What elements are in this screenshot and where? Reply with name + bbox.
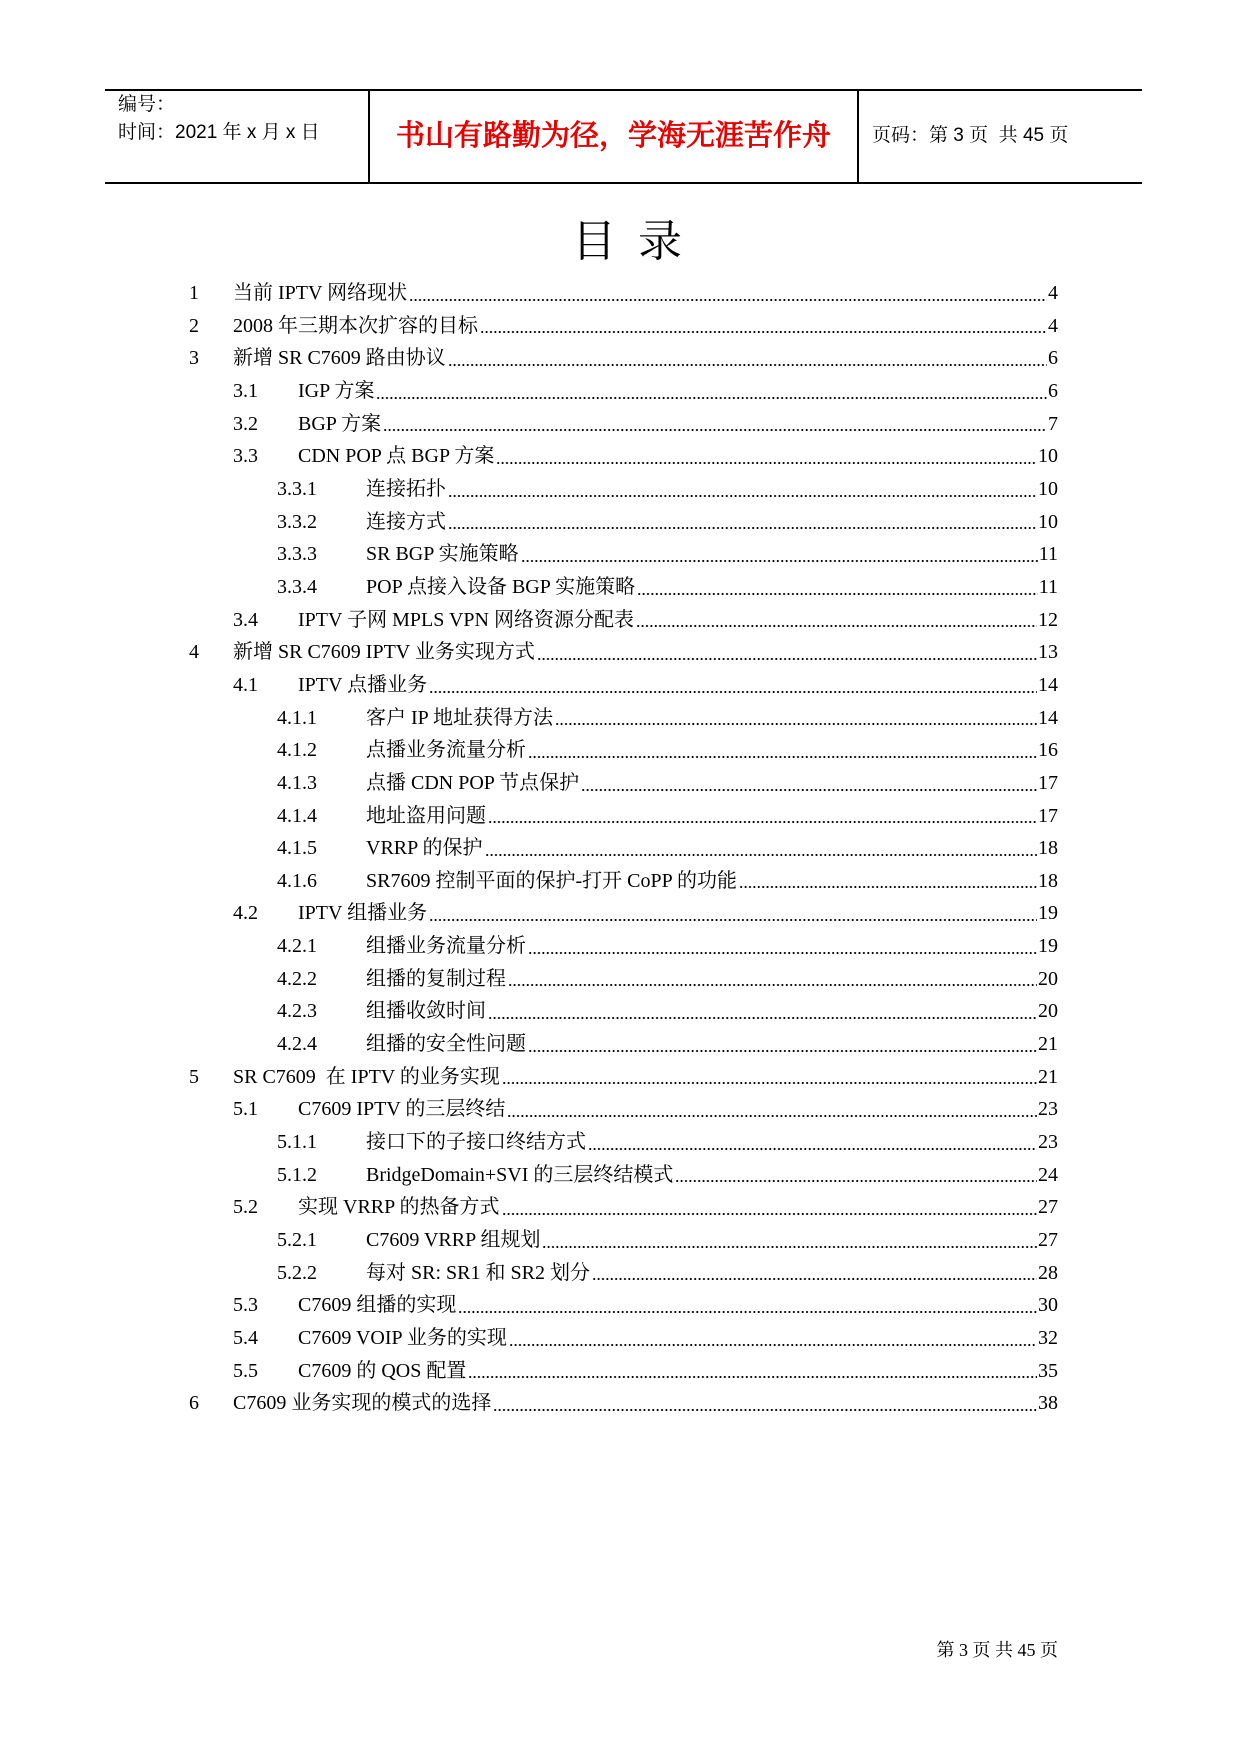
toc-entry-number: 5.2.2 <box>277 1261 317 1284</box>
toc-dot-leader <box>493 1387 1037 1420</box>
toc-dot-leader <box>485 832 1037 865</box>
toc-entry-page: 17 <box>1038 771 1058 794</box>
toc-entry[interactable] <box>0 506 1058 539</box>
toc-entry[interactable] <box>0 832 1058 865</box>
toc-entry-page: 10 <box>1038 477 1058 500</box>
toc-dot-leader <box>508 963 1037 996</box>
toc-entry-page: 16 <box>1038 739 1058 762</box>
toc-dot-leader <box>502 1061 1037 1094</box>
toc-dot-leader <box>383 408 1047 441</box>
toc-dot-leader <box>581 767 1037 800</box>
toc-entry-page: 27 <box>1038 1196 1058 1219</box>
toc-entry-title: 组播的复制过程 <box>366 967 506 990</box>
toc-entry-number: 3.4 <box>233 608 258 631</box>
toc-entry-title: CDN POP 点 BGP 方案 <box>298 445 495 468</box>
toc-entry-page: 32 <box>1038 1327 1058 1349</box>
toc-dot-leader <box>502 1191 1037 1224</box>
toc-dot-leader <box>555 702 1037 735</box>
date-label: 时间：2021 年 x 月 x 日 <box>118 122 320 143</box>
toc-entry-number: 3.1 <box>233 379 258 402</box>
toc-entry-page: 13 <box>1038 641 1058 664</box>
toc-entry-page: 6 <box>1048 347 1058 370</box>
toc-entry-number: 5.2 <box>233 1196 258 1219</box>
toc-entry-page: 30 <box>1038 1294 1058 1317</box>
toc-entry-page: 11 <box>1038 575 1058 598</box>
toc-dot-leader <box>739 865 1037 898</box>
toc-entry-number: 2 <box>189 314 199 337</box>
toc-entry-title: IPTV 点播业务 <box>298 673 428 696</box>
toc-entry-page: 21 <box>1038 1033 1058 1056</box>
toc-entry-number: 6 <box>189 1392 199 1415</box>
toc-entry[interactable] <box>0 408 1058 441</box>
toc-entry-title: IPTV 子网 MPLS VPN 网络资源分配表 <box>298 608 634 631</box>
toc-entry-number: 4.2.3 <box>277 1000 317 1023</box>
toc-entry-title: C7609 IPTV 的三层终结 <box>298 1098 506 1121</box>
toc-entry-title: IPTV 组播业务 <box>298 902 428 925</box>
toc-entry-number: 4.1.2 <box>277 739 317 762</box>
toc-entry-number: 5.5 <box>233 1359 258 1382</box>
header-bottom-rule <box>105 182 1142 184</box>
toc-entry[interactable] <box>0 1387 1058 1420</box>
serial-number-label: 编号： <box>118 94 176 115</box>
toc-entry-number: 5.1.1 <box>277 1131 317 1154</box>
toc-entry-title: BGP 方案 <box>298 412 382 435</box>
toc-entry-number: 3 <box>189 347 199 370</box>
toc-entry-title: SR7609 控制平面的保护-打开 CoPP 的功能 <box>366 869 737 892</box>
toc-entry-title: 接口下的子接口终结方式 <box>366 1131 586 1154</box>
toc-entry-page: 17 <box>1038 804 1058 827</box>
toc-dot-leader <box>458 1289 1037 1322</box>
toc-entry-number: 4.1.4 <box>277 804 317 827</box>
toc-entry[interactable] <box>0 702 1058 735</box>
toc-heading: 目 录 <box>572 217 682 266</box>
toc-entry-number: 4 <box>189 641 199 664</box>
toc-entry[interactable] <box>0 1191 1058 1224</box>
toc-entry-title: POP 点接入设备 BGP 实施策略 <box>366 575 636 598</box>
toc-dot-leader <box>488 995 1037 1028</box>
toc-entry[interactable] <box>0 1257 1058 1290</box>
toc-entry[interactable] <box>0 277 1058 310</box>
toc-entry-title: 连接方式 <box>366 510 446 533</box>
toc-entry-page: 23 <box>1038 1131 1058 1154</box>
toc-entry-page: 6 <box>1048 379 1058 402</box>
toc-entry[interactable] <box>0 1355 1058 1388</box>
toc-dot-leader <box>521 538 1038 571</box>
toc-dot-leader <box>637 571 1038 604</box>
toc-entry-page: 10 <box>1038 510 1058 533</box>
toc-entry-title: 组播的安全性问题 <box>366 1033 526 1056</box>
toc-entry[interactable] <box>0 1061 1058 1094</box>
toc-entry-title: C7609 VOIP 业务的实现 <box>298 1327 507 1349</box>
toc-entry-page: 18 <box>1038 869 1058 892</box>
toc-entry-title: 组播业务流量分析 <box>366 935 526 958</box>
toc-dot-leader <box>448 506 1037 539</box>
toc-entry-number: 5.4 <box>233 1327 258 1349</box>
toc-entry-title: 新增 SR C7609 路由协议 <box>233 347 446 370</box>
toc-entry[interactable] <box>0 767 1058 800</box>
toc-dot-leader <box>542 1224 1037 1257</box>
toc-entry[interactable] <box>0 930 1058 963</box>
toc-entry-number: 4.1.1 <box>277 706 317 729</box>
toc-entry[interactable] <box>0 440 1058 473</box>
toc-entry[interactable] <box>0 310 1058 343</box>
toc-dot-leader <box>588 1126 1037 1159</box>
toc-dot-leader <box>592 1257 1037 1290</box>
toc-dot-leader <box>376 375 1047 408</box>
toc-dot-leader <box>488 800 1037 833</box>
toc-entry[interactable] <box>0 1322 1058 1355</box>
footer-page-number: 第 3 页 共 45 页 <box>936 1640 1058 1660</box>
toc-entry-title: C7609 的 QOS 配置 <box>298 1359 467 1382</box>
table-of-contents <box>0 277 1058 1420</box>
toc-entry-number: 5.2.1 <box>277 1229 317 1252</box>
toc-entry-title: BridgeDomain+SVI 的三层终结模式 <box>366 1163 674 1186</box>
toc-entry-page: 4 <box>1048 314 1058 337</box>
toc-entry-number: 4.1 <box>233 673 258 696</box>
toc-entry-title: 地址盗用问题 <box>366 804 486 827</box>
toc-entry-number: 4.1.3 <box>277 771 317 794</box>
toc-entry-number: 4.2 <box>233 902 258 925</box>
toc-dot-leader <box>636 604 1037 637</box>
toc-entry-number: 3.3.1 <box>277 477 317 500</box>
toc-entry-title: 每对 SR: SR1 和 SR2 划分 <box>366 1261 590 1284</box>
toc-entry[interactable] <box>0 538 1058 571</box>
toc-dot-leader <box>507 1093 1037 1126</box>
header-top-rule <box>105 89 1142 91</box>
toc-entry-page: 38 <box>1038 1392 1058 1415</box>
toc-entry-number: 1 <box>189 282 199 304</box>
toc-entry-number: 4.2.1 <box>277 935 317 958</box>
toc-entry-page: 28 <box>1038 1261 1058 1284</box>
toc-entry-page: 4 <box>1048 282 1058 304</box>
toc-entry[interactable] <box>0 473 1058 506</box>
toc-entry-page: 19 <box>1038 935 1058 958</box>
toc-entry[interactable] <box>0 865 1058 898</box>
toc-entry-title: SR BGP 实施策略 <box>366 543 519 566</box>
header-cell-divider <box>857 89 859 183</box>
toc-entry[interactable] <box>0 636 1058 669</box>
toc-entry[interactable] <box>0 963 1058 996</box>
toc-entry[interactable] <box>0 734 1058 767</box>
toc-entry-title: 点播 CDN POP 节点保护 <box>366 771 580 794</box>
toc-entry[interactable] <box>0 1289 1058 1322</box>
toc-entry-page: 7 <box>1048 412 1058 435</box>
toc-entry-title: C7609 VRRP 组规划 <box>366 1229 541 1252</box>
toc-dot-leader <box>468 1355 1037 1388</box>
toc-dot-leader <box>675 1159 1037 1192</box>
toc-entry-title: 新增 SR C7609 IPTV 业务实现方式 <box>233 641 535 664</box>
toc-entry[interactable] <box>0 1159 1058 1192</box>
toc-entry-title: C7609 组播的实现 <box>298 1294 457 1317</box>
toc-dot-leader <box>429 669 1037 702</box>
toc-dot-leader <box>528 734 1037 767</box>
toc-entry-page: 21 <box>1038 1065 1058 1088</box>
toc-entry-number: 5.3 <box>233 1294 258 1317</box>
toc-entry-title: 连接拓扑 <box>366 477 446 500</box>
toc-entry-page: 19 <box>1038 902 1058 925</box>
toc-dot-leader <box>429 897 1037 930</box>
toc-dot-leader <box>448 342 1047 375</box>
toc-entry-page: 35 <box>1038 1359 1058 1382</box>
toc-entry-page: 20 <box>1038 967 1058 990</box>
toc-dot-leader <box>480 310 1047 343</box>
toc-dot-leader <box>448 473 1037 506</box>
toc-entry-number: 3.2 <box>233 412 258 435</box>
toc-entry-title: 当前 IPTV 网络现状 <box>233 282 408 304</box>
toc-entry-title: 2008 年三期本次扩容的目标 <box>233 314 478 337</box>
toc-entry-number: 4.2.2 <box>277 967 317 990</box>
toc-entry[interactable] <box>0 375 1058 408</box>
toc-entry[interactable] <box>0 342 1058 375</box>
toc-entry-number: 4.1.5 <box>277 837 317 860</box>
toc-entry-number: 5.1.2 <box>277 1163 317 1186</box>
toc-entry-number: 3.3.2 <box>277 510 317 533</box>
toc-entry-page: 23 <box>1038 1098 1058 1121</box>
toc-entry[interactable] <box>0 604 1058 637</box>
toc-entry-page: 27 <box>1038 1229 1058 1252</box>
motto-heading: 书山有路勤为径，学海无涯苦作舟 <box>395 120 831 152</box>
header-page-info: 页码：第 3 页 共 45 页 <box>872 125 1069 146</box>
toc-entry-title: VRRP 的保护 <box>366 837 483 860</box>
toc-dot-leader <box>509 1322 1037 1355</box>
toc-entry-title: C7609 业务实现的模式的选择 <box>233 1392 492 1415</box>
toc-entry-page: 14 <box>1038 673 1058 696</box>
toc-entry-title: SR C7609 在 IPTV 的业务实现 <box>233 1065 500 1088</box>
toc-entry-page: 12 <box>1038 608 1058 631</box>
toc-entry-page: 24 <box>1038 1163 1058 1186</box>
toc-dot-leader <box>496 440 1037 473</box>
toc-entry-number: 3.3.3 <box>277 543 317 566</box>
toc-entry[interactable] <box>0 669 1058 702</box>
toc-entry-number: 4.2.4 <box>277 1033 317 1056</box>
toc-entry-number: 3.3 <box>233 445 258 468</box>
toc-dot-leader <box>528 930 1037 963</box>
toc-entry-page: 18 <box>1038 837 1058 860</box>
toc-entry-number: 5.1 <box>233 1098 258 1121</box>
toc-entry-number: 3.3.4 <box>277 575 317 598</box>
toc-entry-page: 11 <box>1038 543 1058 566</box>
toc-entry[interactable] <box>0 1028 1058 1061</box>
toc-entry-number: 4.1.6 <box>277 869 317 892</box>
toc-entry-page: 20 <box>1038 1000 1058 1023</box>
toc-entry-title: IGP 方案 <box>298 379 375 402</box>
toc-entry-title: 组播收敛时间 <box>366 1000 486 1023</box>
toc-entry-title: 客户 IP 地址获得方法 <box>366 706 554 729</box>
toc-entry[interactable] <box>0 571 1058 604</box>
toc-entry[interactable] <box>0 1093 1058 1126</box>
toc-entry[interactable] <box>0 1224 1058 1257</box>
toc-entry-page: 14 <box>1038 706 1058 729</box>
toc-entry[interactable] <box>0 800 1058 833</box>
toc-dot-leader <box>528 1028 1037 1061</box>
toc-entry-number: 5 <box>189 1065 199 1088</box>
toc-dot-leader <box>537 636 1037 669</box>
toc-entry-page: 10 <box>1038 445 1058 468</box>
toc-dot-leader <box>409 277 1047 310</box>
toc-entry[interactable] <box>0 1126 1058 1159</box>
toc-entry-title: 点播业务流量分析 <box>366 739 526 762</box>
toc-entry[interactable] <box>0 995 1058 1028</box>
toc-entry[interactable] <box>0 897 1058 930</box>
toc-entry-title: 实现 VRRP 的热备方式 <box>298 1196 500 1219</box>
